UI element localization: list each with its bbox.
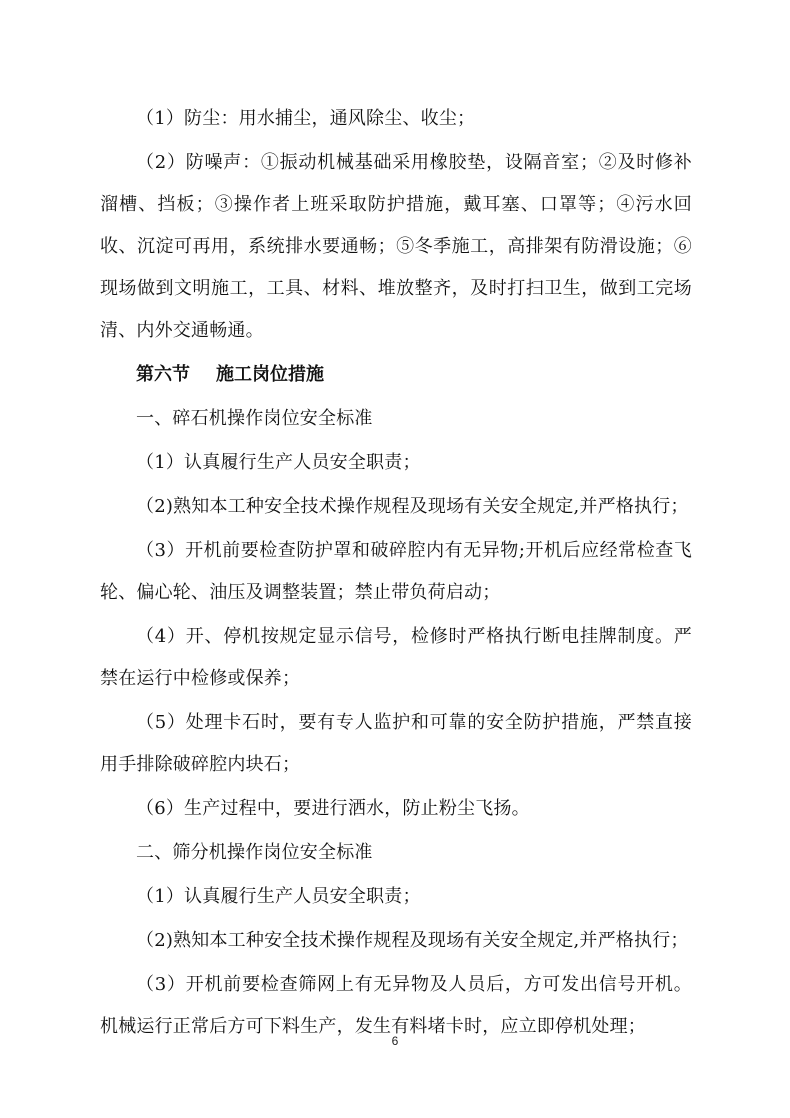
crusher-item-6: （6）生产过程中，要进行洒水，防止粉尘飞扬。 [136, 798, 530, 819]
screener-item-3: （3）开机前要检查筛网上有无异物及人员后，方可发出信号开机。机械运行正常后方可下料生产，发生有料堵卡时，应立即停机处理； [100, 974, 692, 1037]
page-content [100, 98, 692, 1050]
crusher-item-5: （5）处理卡石时，要有专人监护和可靠的安全防护措施，严禁直接用手排除破碎腔内块石； [100, 712, 692, 775]
crusher-item-4: （4）开、停机按规定显示信号，检修时严格执行断电挂牌制度。严禁在运行中检修或保养； [100, 626, 692, 689]
paragraph-dust-prevention: （1）防尘：用水捕尘，通风除尘、收尘； [136, 108, 476, 129]
screener-item-1: （1）认真履行生产人员安全职责； [136, 886, 421, 907]
subsection-heading-crusher: 一、碎石机操作岗位安全标准 [136, 408, 373, 429]
screener-item-2: （2)熟知本工种安全技术操作规程及现场有关安全规定,并严格执行； [136, 930, 689, 951]
section-title: 施工岗位措施 [216, 364, 324, 385]
paragraph-noise-prevention: （2）防噪声：①振动机械基础采用橡胶垫，设隔音室；②及时修补溜槽、挡板；③操作者上班采取防护措施，戴耳塞、口罩等；④污水回收、沉淀可再用，系统排水要通畅；⑤冬季施工，高排架有防滑设施；⑥现场做到文明施工，工具、材料、堆放整齐，及时打扫卫生，做到工完场清、内外交通畅通。 [100, 152, 692, 341]
crusher-item-3: （3）开机前要检查防护罩和破碎腔内有无异物;开机后应经常检查飞轮、偏心轮、油压及调整装置；禁止带负荷启动； [100, 540, 692, 603]
subsection-heading-screener: 二、筛分机操作岗位安全标准 [136, 842, 373, 863]
crusher-item-1: （1）认真履行生产人员安全职责； [136, 452, 421, 473]
section-heading [100, 354, 692, 396]
page-number: 6 [391, 1034, 399, 1048]
section-number: 第六节 [136, 364, 190, 385]
crusher-item-2: （2)熟知本工种安全技术操作规程及现场有关安全规定,并严格执行； [136, 496, 689, 517]
